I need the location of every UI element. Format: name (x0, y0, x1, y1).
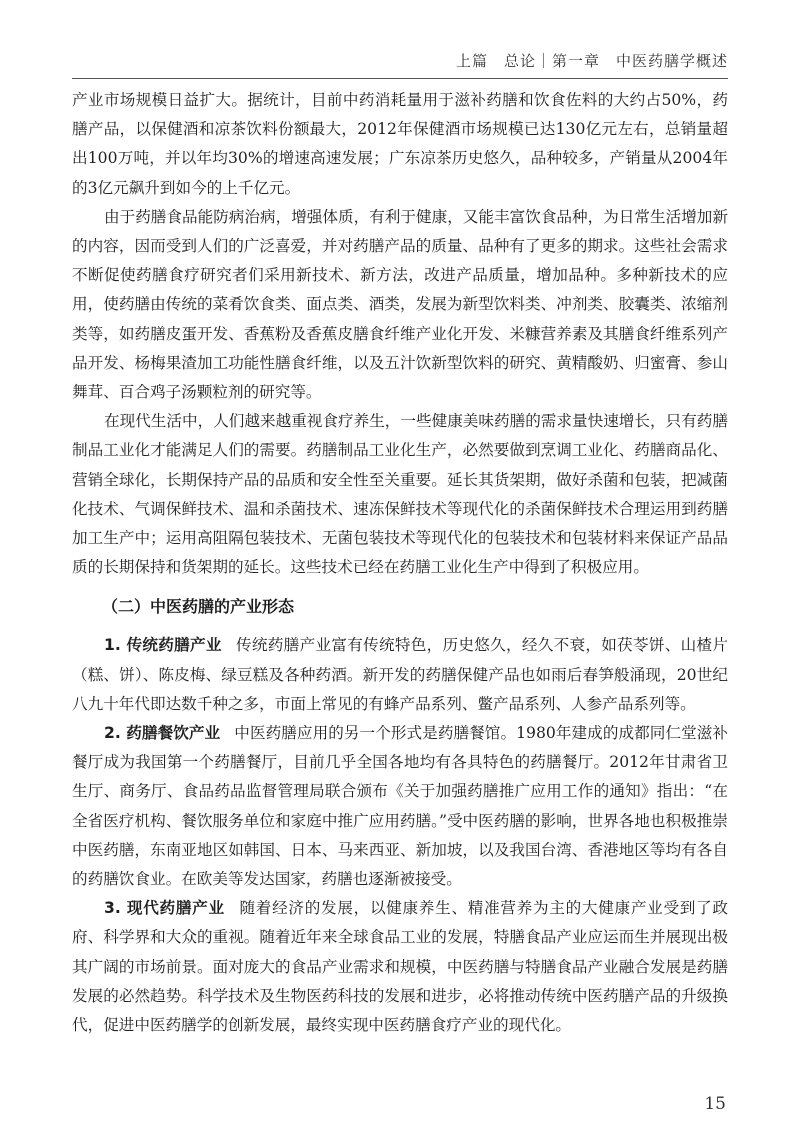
item-text: 中医药膳应用的另一个形式是药膳餐馆。1980年建成的成都同仁堂滋补餐厅成为我国第一个药膳餐厅，目前几乎全国各地均有各具特色的药膳餐厅。2012年甘肃省卫生厅、商务厅、食品药品监督管理局联合颁布《关于加强药膳推广应用工作的通知》指出：“在全省医疗机构、餐饮服务单位和家庭中推广应用药膳。”受中医药膳的影响，世界各地也积极推崇中医药膳，东南亚地区如韩国、日本、马来西亚、新加坡，以及我国台湾、香港地区等均有各自的药膳饮食业。在欧美等发达国家，药膳也逐渐被接受。 (72, 724, 729, 889)
item-lead: 3. 现代药膳产业 (104, 899, 225, 918)
list-item-traditional (72, 631, 728, 719)
item-text: 传统药膳产业富有传统特色，历史悠久，经久不衰，如茯苓饼、山楂片（糕、饼）、陈皮梅、绿豆糕及各种药酒。新开发的药膳保健产品也如雨后春笋般涌现，20世纪八九十年代即达数千种之多，市面上常见的有蜂产品系列、鳖产品系列、人参产品系列等。 (72, 636, 728, 713)
item-lead: 2. 药膳餐饮产业 (104, 724, 221, 743)
paragraph-industrialization: 在现代生活中，人们越来越重视食疗养生，一些健康美味药膳的需求量快速增长，只有药膳制品工业化才能满足人们的需要。药膳制品工业化生产，必然要做到烹调工业化、药膳商品化、营销全球化，长期保持产品的品质和安全性至关重要。延长其货架期，做好杀菌和包装，把减菌化技术、气调保鲜技术、温和杀菌技术、速冻保鲜技术等现代化的杀菌保鲜技术合理运用到药膳加工生产中；运用高阻隔包装技术、无菌包装技术等现代化的包装技术和包装材料来保证产品品质的长期保持和货架期的延长。这些技术已经在药膳工业化生产中得到了积极应用。 (72, 412, 728, 577)
paragraph-market-scale: 产业市场规模日益扩大。据统计，目前中药消耗量用于滋补药膳和饮食佐料的大约占50%，药膳产品，以保健酒和凉茶饮料份额最大，2012年保健酒市场规模已达130亿元左右，总销量超出100万吨，并以年均30%的增速高速发展；广东凉茶历史悠久，品种较多，产销量从2004年的3亿元飙升到如今的上千亿元。 (72, 91, 728, 197)
header-rule (72, 78, 728, 79)
item-text: 随着经济的发展，以健康养生、精准营养为主的大健康产业受到了政府、科学界和大众的重视。随着近年来全球食品工业的发展，特膳食品产业应运而生并展现出极其广阔的市场前景。面对庞大的食品产业需求和规模，中医药膳与特膳食品产业融合发展是药膳发展的必然趋势。科学技术及生物医药科技的发展和进步，必将推动传统中医药膳产品的升级换代，促进中医药膳学的创新发展，最终实现中医药膳食疗产业的现代化。 (72, 899, 728, 1035)
list-item-modern (72, 894, 728, 1040)
section-heading: （二）中医药膳的产业形态 (102, 597, 295, 617)
paragraph-new-technology: 由于药膳食品能防病治病，增强体质，有利于健康，又能丰富饮食品种，为日常生活增加新的内容，因而受到人们的广泛喜爱，并对药膳产品的质量、品种有了更多的期求。这些社会需求不断促使药膳食疗研究者们采用新技术、新方法，改进产品质量，增加品种。多种新技术的应用，使药膳由传统的菜肴饮食类、面点类、酒类，发展为新型饮料类、冲剂类、胶囊类、浓缩剂类等，如药膳皮蛋开发、香蕉粉及香蕉皮膳食纤维产业化开发、米糠营养素及其膳食纤维系列产品开发、杨梅果渣加工功能性膳食纤维，以及五汁饮新型饮料的研究、黄精酸奶、归蜜膏、参山舞茸、百合鸡子汤颗粒剂的研究等。 (72, 207, 728, 402)
page-body (72, 86, 728, 1040)
list-item-catering (72, 719, 728, 894)
running-header: 上篇 总论｜第一章 中医药膳学概述 (455, 52, 728, 70)
item-lead: 1. 传统药膳产业 (104, 636, 222, 655)
page-number: 15 (704, 1094, 726, 1114)
